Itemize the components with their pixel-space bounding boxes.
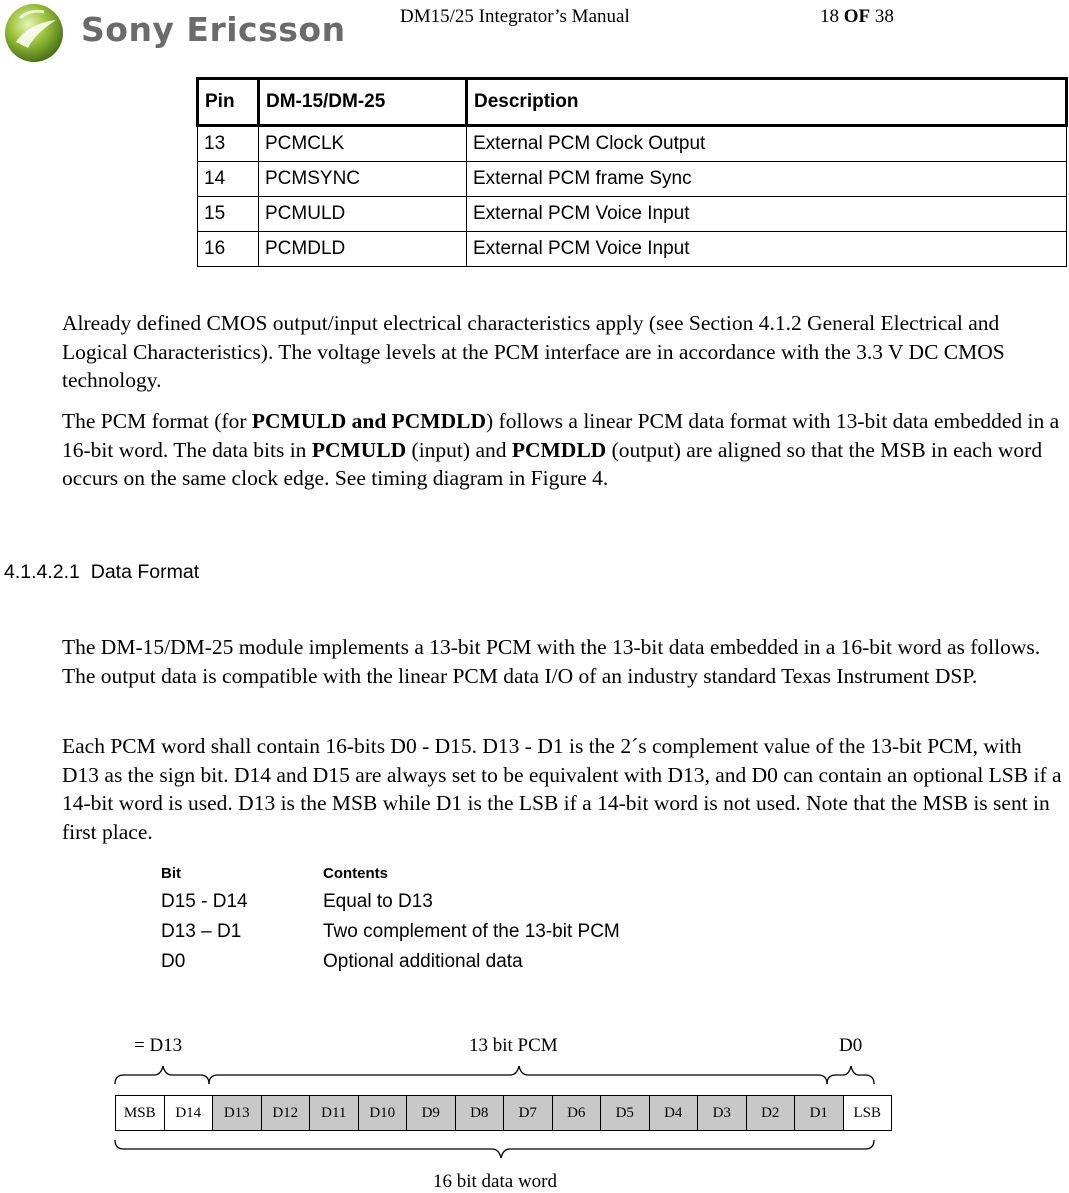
signal-cell: PCMDLD	[259, 232, 467, 267]
bit-cell: D13 – D1	[161, 921, 242, 942]
text-run: The PCM format (for	[62, 409, 252, 433]
table-row	[198, 197, 1067, 232]
text-run: (input) and	[406, 437, 512, 462]
section-heading	[4, 561, 199, 584]
text-run: (output) are aligned so that the MSB in each word occurs on the same clock edge. See timing diagram in Figure 4.	[62, 437, 1043, 490]
bit-cell-d5: D5	[600, 1095, 650, 1131]
bold-run: PCMULD and PCMDLD	[251, 409, 486, 433]
pin-cell: 15	[198, 197, 259, 232]
description-cell: External PCM Voice Input	[467, 197, 1067, 232]
sony-ericsson-orb-icon	[2, 0, 72, 64]
signal-cell: PCMSYNC	[259, 162, 467, 197]
company-logo	[2, 0, 346, 64]
module-column-header: DM-15/DM-25	[259, 79, 467, 126]
brace-16bit-word	[115, 1140, 874, 1158]
pin-cell: 16	[198, 232, 259, 267]
equal-d13-label: = D13	[134, 1035, 183, 1056]
bit-cell-row	[115, 1095, 892, 1131]
brace-d0	[827, 1066, 874, 1084]
description-cell: External PCM Clock Output	[467, 126, 1067, 162]
brace-equal-d13	[115, 1066, 209, 1084]
description-cell: External PCM frame Sync	[467, 162, 1067, 197]
data-word-label: 16 bit data word	[433, 1171, 558, 1192]
cmos-characteristics-paragraph: Already defined CMOS output/input electrical characteristics apply (see Section 4.1.2 General Electrical and Logical Characteristics). The voltage levels at the PCM interface are in accordance with the 3.3 V DC CMOS technology.	[62, 311, 1005, 392]
bit-cell-d13: D13	[212, 1095, 262, 1131]
d0-label: D0	[839, 1035, 863, 1056]
bit-cell-lsb: LSB	[843, 1095, 893, 1131]
module-implementation-paragraph: The DM-15/DM-25 module implements a 13-bit PCM with the 13-bit data embedded in a 16-bit word as follows. The output data is compatible with the linear PCM data I/O of an industry standard Texas Instrument DSP.	[62, 635, 1041, 688]
page-of: OF	[843, 6, 871, 27]
bold-run: PCMDLD	[511, 437, 607, 462]
contents-cell: Two complement of the 13-bit PCM	[323, 921, 620, 942]
table-row	[198, 232, 1067, 267]
text-run: ) follows a linear PCM data format with 13-bit data embedded in a 16-bit word. The data bits in	[62, 409, 1060, 462]
contents-cell: Equal to D13	[323, 891, 433, 912]
signal-cell: PCMCLK	[259, 126, 467, 162]
bit-cell-d14: D14	[164, 1095, 214, 1131]
document-title: DM15/25 Integrator’s Manual	[400, 6, 630, 27]
description-column-header: Description	[467, 79, 1067, 126]
contents-column-header: Contents	[323, 865, 388, 882]
bold-run: PCMULD	[311, 437, 407, 462]
section-title: Data Format	[90, 561, 200, 583]
section-number: 4.1.4.2.1	[4, 561, 80, 583]
bit-cell-d1: D1	[794, 1095, 844, 1131]
brand-name: Sony Ericsson	[81, 10, 346, 49]
bit-cell-d8: D8	[455, 1095, 505, 1131]
pin-table-header-row	[198, 79, 1067, 126]
bit-cell-d7: D7	[503, 1095, 553, 1131]
pcm-word-diagram	[110, 1030, 890, 1192]
brace-13bit-pcm	[209, 1066, 827, 1084]
bit-cell: D15 - D14	[161, 891, 248, 912]
bit-cell-d4: D4	[649, 1095, 699, 1131]
page-number	[820, 6, 894, 28]
bit-cell-msb: MSB	[115, 1095, 165, 1131]
bit-cell-d12: D12	[261, 1095, 311, 1131]
page-current: 18	[820, 6, 839, 27]
pin-cell: 13	[198, 126, 259, 162]
bit-cell-d3: D3	[697, 1095, 747, 1131]
bit-cell: D0	[161, 951, 186, 972]
pcm-word-paragraph: Each PCM word shall contain 16-bits D0 - D15. D13 - D1 is the 2´s complement value of the 13-bit PCM, with D13 as the sign bit. D14 and D15 are always set to be equivalent with D13, and D0 can contain an optional LSB if a 14-bit word is used. D13 is the MSB while D1 is the LSB if a 14-bit word is not used. Note that the MSB is sent in first place.	[62, 734, 1062, 844]
bit-cell-d11: D11	[309, 1095, 359, 1131]
bit-cell-d10: D10	[358, 1095, 408, 1131]
bit-cell-d9: D9	[406, 1095, 456, 1131]
pin-table	[196, 77, 1068, 267]
bit-cell-d2: D2	[746, 1095, 796, 1131]
table-row	[198, 126, 1067, 162]
pin-cell: 14	[198, 162, 259, 197]
signal-cell: PCMULD	[259, 197, 467, 232]
pcm-13bit-label: 13 bit PCM	[469, 1035, 558, 1056]
description-cell: External PCM Voice Input	[467, 232, 1067, 267]
page-total: 38	[874, 6, 894, 27]
bit-cell-d6: D6	[552, 1095, 602, 1131]
table-row	[198, 162, 1067, 197]
pcm-format-paragraph	[62, 407, 1062, 493]
pin-column-header: Pin	[198, 79, 259, 126]
bit-column-header: Bit	[161, 865, 181, 882]
contents-cell: Optional additional data	[323, 951, 523, 972]
